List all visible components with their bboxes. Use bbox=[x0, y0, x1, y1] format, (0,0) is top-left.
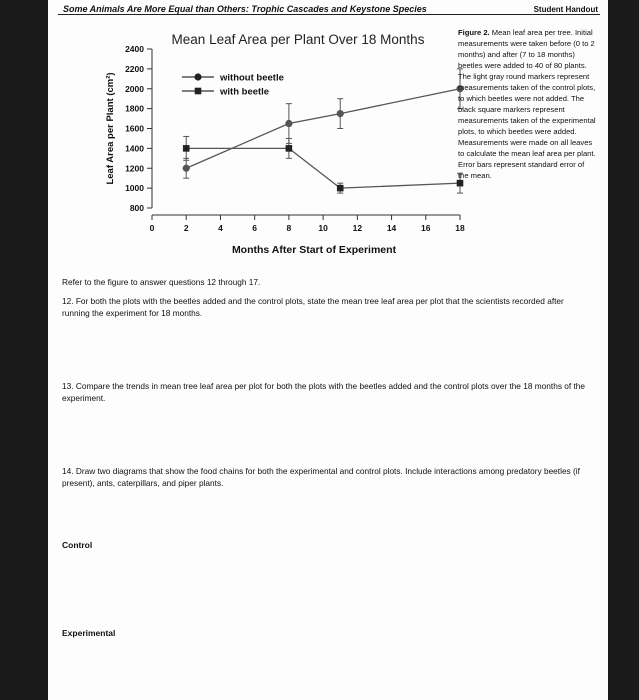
worksheet-page bbox=[48, 0, 608, 700]
x-tick-label: 18 bbox=[455, 223, 465, 233]
experimental-label: Experimental bbox=[62, 628, 116, 638]
data-point-without-beetle bbox=[183, 165, 190, 172]
y-tick-label: 800 bbox=[129, 203, 144, 213]
x-tick-label: 14 bbox=[386, 223, 397, 233]
y-tick-label: 1000 bbox=[125, 183, 144, 194]
data-point-without-beetle bbox=[337, 110, 344, 117]
x-tick-label: 16 bbox=[421, 223, 431, 233]
series-line-with-beetle bbox=[186, 148, 460, 188]
y-tick-label: 1800 bbox=[125, 103, 144, 114]
caption-label: Figure 2. bbox=[458, 28, 490, 37]
caption-text: Mean leaf area per tree. Initial measurements were taken before (0 to 2 months) and after (7 to 18 months) beetles were added to 40 of 80 plants. The light gray round markers represent measurements taken of the control plots, to which beetles were not added. The black square markers represent measurements taken of the experimental plots, to which beetles were added. Measurements were made on all leaves to calculate the mean leaf area per plant. Error bars represent standard error of the mean. bbox=[458, 28, 596, 180]
y-axis-label: Leaf Area per Plant (cm²) bbox=[105, 72, 116, 185]
header-divider bbox=[58, 14, 600, 15]
question-12: 12. For both the plots with the beetles added and the control plots, state the mean tree leaf area per plot that the scientists recorded after running the experiment for 18 months. bbox=[62, 296, 564, 318]
x-tick-label: 6 bbox=[252, 223, 258, 233]
y-tick-label: 1600 bbox=[125, 123, 144, 134]
x-tick-label: 2 bbox=[183, 223, 189, 233]
header-handout-label: Student Handout bbox=[533, 5, 598, 14]
x-tick-label: 0 bbox=[149, 223, 155, 233]
question-13: 13. Compare the trends in mean tree leaf area per plot for both the plots with the beetles added and the control plots over the 18 months of the experiment. bbox=[62, 381, 586, 403]
data-point-without-beetle bbox=[285, 120, 292, 127]
x-tick-label: 8 bbox=[286, 223, 292, 233]
legend-marker-circle bbox=[194, 73, 201, 80]
y-tick-label: 2000 bbox=[125, 83, 144, 94]
x-tick-label: 4 bbox=[218, 223, 223, 233]
legend-label: without beetle bbox=[220, 72, 284, 84]
legend-marker-square bbox=[195, 88, 202, 95]
y-tick-label: 2400 bbox=[125, 44, 144, 54]
y-tick-label: 1400 bbox=[125, 143, 144, 154]
question-14: 14. Draw two diagrams that show the food chains for both the experimental and control plots. Include interactions among predatory beetles (if present), ants, caterpillars, and piper plants. bbox=[62, 466, 580, 488]
header-title: Some Animals Are More Equal than Others: Trophic Cascades and Keystone Species bbox=[63, 4, 427, 14]
figure-caption bbox=[458, 27, 596, 181]
data-point-with-beetle bbox=[286, 145, 293, 152]
x-axis-label: Months After Start of Experiment bbox=[231, 244, 397, 256]
series-line-without-beetle bbox=[186, 86, 460, 169]
leaf-area-chart bbox=[68, 22, 468, 262]
legend-label: with beetle bbox=[220, 86, 270, 98]
x-tick-label: 12 bbox=[352, 223, 363, 233]
y-tick-label: 1200 bbox=[125, 163, 144, 174]
control-label: Control bbox=[62, 540, 93, 550]
x-tick-label: 10 bbox=[318, 223, 328, 233]
chart-title: Mean Leaf Area per Plant Over 18 Months bbox=[171, 32, 425, 47]
y-tick-label: 2200 bbox=[125, 63, 144, 74]
questions-intro: Refer to the figure to answer questions 12 through 17. bbox=[62, 277, 261, 287]
data-point-with-beetle bbox=[337, 185, 344, 192]
data-point-with-beetle bbox=[183, 145, 190, 152]
